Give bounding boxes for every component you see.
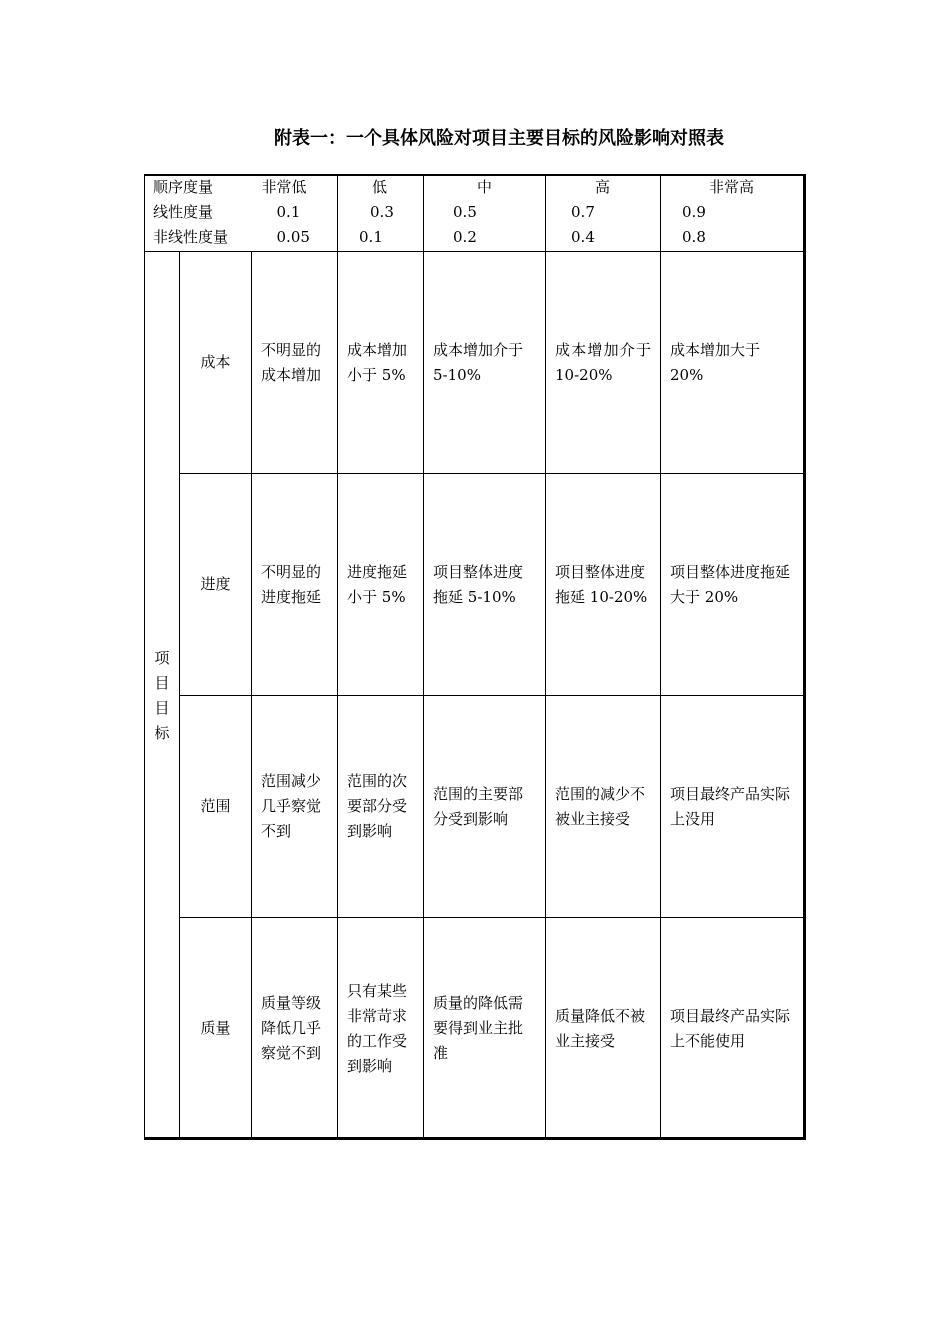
impact-cell: 成本增加介于 5-10% [424, 252, 546, 474]
level-linear: 0.7 [571, 203, 595, 221]
impact-cell: 项目整体进度拖延 10-20% [546, 474, 661, 696]
goal-schedule: 进度 [180, 474, 252, 696]
impact-cell: 质量降低不被业主接受 [546, 918, 661, 1140]
table-row [145, 474, 806, 696]
impact-cell: 成本增加介于 10-20% [546, 252, 661, 474]
header-row [145, 175, 806, 252]
level-order: 非常高 [709, 178, 755, 196]
row-label-order: 顺序度量 [153, 178, 214, 196]
impact-cell: 成本增加大于 20% [661, 252, 806, 474]
level-nonlinear: 0.4 [571, 228, 595, 246]
impact-cell: 范围减少几乎察觉不到 [252, 696, 338, 918]
level-high [546, 175, 661, 252]
goal-char: 项 [154, 648, 170, 667]
impact-cell: 范围的主要部分受到影响 [424, 696, 546, 918]
goal-scope: 范围 [180, 696, 252, 918]
impact-cell: 只有某些非常苛求的工作受到影响 [338, 918, 424, 1140]
impact-cell: 不明显的成本增加 [252, 252, 338, 474]
goal-char: 标 [154, 723, 170, 742]
risk-impact-table [144, 174, 806, 1140]
level-nonlinear: 0.1 [359, 228, 383, 246]
level-order: 非常低 [261, 178, 307, 196]
level-nonlinear: 0.05 [276, 228, 310, 246]
impact-cell: 项目整体进度拖延 5-10% [424, 474, 546, 696]
level-order: 中 [477, 178, 493, 196]
table-row [145, 696, 806, 918]
row-label-nonlinear: 非线性度量 [153, 228, 229, 246]
goal-char: 目 [154, 698, 170, 717]
impact-cell: 范围的减少不被业主接受 [546, 696, 661, 918]
level-linear: 0.3 [370, 203, 394, 221]
impact-cell: 进度拖延小于 5% [338, 474, 424, 696]
impact-cell: 项目最终产品实际上没用 [661, 696, 806, 918]
level-linear: 0.1 [276, 203, 301, 221]
level-linear: 0.9 [682, 203, 706, 221]
level-nonlinear: 0.2 [453, 228, 477, 246]
page-title: 附表一：一个具体风险对项目主要目标的风险影响对照表 [274, 128, 724, 149]
level-low [338, 175, 424, 252]
impact-cell: 成本增加小于 5% [338, 252, 424, 474]
goal-group-label [145, 252, 180, 1140]
level-order: 高 [595, 178, 611, 196]
row-label-linear: 线性度量 [153, 203, 214, 221]
level-order: 低 [372, 178, 388, 196]
impact-cell: 项目整体进度拖延大于 20% [661, 474, 806, 696]
level-medium [424, 175, 546, 252]
level-very-high [661, 175, 806, 252]
level-nonlinear: 0.8 [682, 228, 706, 246]
impact-cell: 项目最终产品实际上不能使用 [661, 918, 806, 1140]
table-row [145, 918, 806, 1140]
goal-quality: 质量 [180, 918, 252, 1140]
impact-cell: 质量等级降低几乎察觉不到 [252, 918, 338, 1140]
level-linear: 0.5 [453, 203, 477, 221]
measure-labels [145, 175, 252, 252]
level-very-low [252, 175, 338, 252]
impact-cell: 质量的降低需要得到业主批准 [424, 918, 546, 1140]
table-row [145, 252, 806, 474]
impact-cell: 范围的次要部分受到影响 [338, 696, 424, 918]
goal-cost: 成本 [180, 252, 252, 474]
goal-char: 目 [154, 673, 170, 692]
impact-cell: 不明显的进度拖延 [252, 474, 338, 696]
